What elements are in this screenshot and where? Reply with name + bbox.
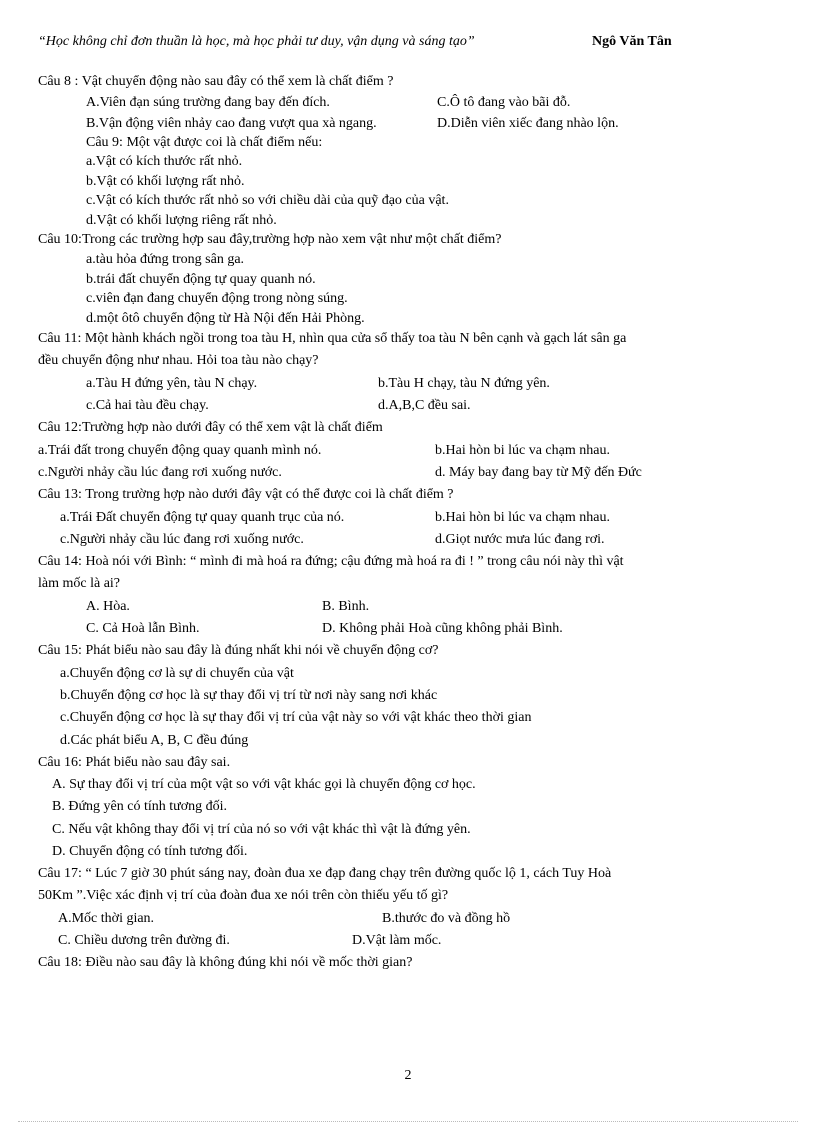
answer-option: c.Vật có kích thước rất nhỏ so với chiều dài của quỹ đạo của vật. [86, 193, 449, 208]
question-14-continued: làm mốc là ai? [38, 576, 121, 591]
question-18: Câu 18: Điều nào sau đây là không đúng khi nói về mốc thời gian? [38, 955, 413, 970]
answer-option: c.Người nhảy cầu lúc đang rơi xuống nước. [38, 465, 282, 480]
question-15: Câu 15: Phát biểu nào sau đây là đúng nhất khi nói về chuyển động cơ? [38, 643, 439, 658]
header-author: Ngô Văn Tân [592, 34, 672, 49]
answer-option: c.Chuyển động cơ học là sự thay đổi vị trí của vật này so với vật khác theo thời gian [60, 710, 532, 725]
answer-option: d.A,B,C đều sai. [378, 398, 471, 413]
question-11-continued: đều chuyển động như nhau. Hỏi toa tàu nào chạy? [38, 353, 319, 368]
answer-option: c.viên đạn đang chuyển động trong nòng súng. [86, 291, 348, 306]
answer-option: b.Tàu H chạy, tàu N đứng yên. [378, 376, 550, 391]
question-14: Câu 14: Hoà nói với Bình: “ mình đi mà hoá ra đứng; cậu đứng mà hoá ra đi ! ” trong câu nói này thì vật [38, 554, 624, 569]
answer-option: A.Viên đạn súng trường đang bay đến đích. [86, 95, 330, 110]
question-13: Câu 13: Trong trường hợp nào dưới đây vật có thể được coi là chất điểm ? [38, 487, 454, 502]
answer-option: B. Bình. [322, 599, 370, 614]
answer-option: a.Vật có kích thước rất nhỏ. [86, 154, 243, 169]
answer-option: b.Chuyển động cơ học là sự thay đổi vị trí từ nơi này sang nơi khác [60, 688, 438, 703]
answer-option: c.Cả hai tàu đều chạy. [86, 398, 209, 413]
question-11: Câu 11: Một hành khách ngồi trong toa tàu H, nhìn qua cửa sổ thấy toa tàu N bên cạnh và gạch lát sân ga [38, 331, 627, 346]
answer-option: B.Vận động viên nhảy cao đang vượt qua xà ngang. [86, 116, 377, 131]
question-10: Câu 10:Trong các trường hợp sau đây,trường hợp nào xem vật như một chất điểm? [38, 232, 502, 247]
answer-option: a.Tàu H đứng yên, tàu N chạy. [86, 376, 258, 391]
answer-option: a.Trái đất trong chuyển động quay quanh mình nó. [38, 443, 322, 458]
answer-option: A. Hòa. [86, 599, 130, 614]
answer-option: C. Cả Hoà lẫn Bình. [86, 621, 200, 636]
answer-option: A.Mốc thời gian. [58, 911, 155, 926]
answer-option: b.trái đất chuyển động tự quay quanh nó. [86, 272, 316, 287]
page-header [38, 34, 778, 54]
answer-option: B.thước đo và đồng hồ [382, 911, 511, 926]
question-9: Câu 9: Một vật được coi là chất điểm nếu: [86, 135, 323, 150]
answer-option: C.Ô tô đang vào bãi đỗ. [437, 95, 571, 110]
question-8: Câu 8 : Vật chuyển động nào sau đây có thể xem là chất điểm ? [38, 74, 394, 89]
answer-option: B. Đứng yên có tính tương đối. [52, 799, 228, 814]
question-16: Câu 16: Phát biểu nào sau đây sai. [38, 755, 231, 770]
answer-option: D.Vật làm mốc. [352, 933, 442, 948]
answer-option: D. Không phải Hoà cũng không phải Bình. [322, 621, 563, 636]
header-motto: “Học không chỉ đơn thuần là học, mà học phải tư duy, vận dụng và sáng tạo” [38, 34, 475, 49]
page-bottom-divider [18, 1121, 798, 1122]
answer-option: c.Người nhảy cầu lúc đang rơi xuống nước. [60, 532, 304, 547]
answer-option: D. Chuyển động có tính tương đối. [52, 844, 248, 859]
answer-option: d.một ôtô chuyển động từ Hà Nội đến Hải Phòng. [86, 311, 365, 326]
answer-option: A. Sự thay đổi vị trí của một vật so với vật khác gọi là chuyển động cơ học. [52, 777, 476, 792]
question-17-continued: 50Km ”.Việc xác định vị trí của đoàn đua xe nói trên còn thiếu yếu tố gì? [38, 888, 449, 903]
answer-option: d.Giọt nước mưa lúc đang rơi. [435, 532, 605, 547]
answer-option: D.Diễn viên xiếc đang nhào lộn. [437, 116, 619, 131]
answer-option: d. Máy bay đang bay từ Mỹ đến Đức [435, 465, 642, 480]
answer-option: d.Vật có khối lượng riêng rất nhỏ. [86, 213, 277, 228]
answer-option: b.Vật có khối lượng rất nhỏ. [86, 174, 245, 189]
answer-option: a.Chuyển động cơ là sự di chuyển của vật [60, 666, 294, 681]
question-17: Câu 17: “ Lúc 7 giờ 30 phút sáng nay, đoàn đua xe đạp đang chạy trên đường quốc lộ 1, cách Tuy Hoà [38, 866, 612, 881]
answer-option: C. Chiều dương trên đường đi. [58, 933, 230, 948]
answer-option: b.Hai hòn bi lúc va chạm nhau. [435, 443, 610, 458]
answer-option: a.tàu hỏa đứng trong sân ga. [86, 252, 245, 267]
answer-option: a.Trái Đất chuyển động tự quay quanh trục của nó. [60, 510, 345, 525]
page-number: 2 [404, 1068, 412, 1083]
answer-option: b.Hai hòn bi lúc va chạm nhau. [435, 510, 610, 525]
answer-option: d.Các phát biểu A, B, C đều đúng [60, 733, 249, 748]
answer-option: C. Nếu vật không thay đổi vị trí của nó so với vật khác thì vật là đứng yên. [52, 822, 471, 837]
question-12: Câu 12:Trường hợp nào dưới đây có thể xem vật là chất điểm [38, 420, 383, 435]
